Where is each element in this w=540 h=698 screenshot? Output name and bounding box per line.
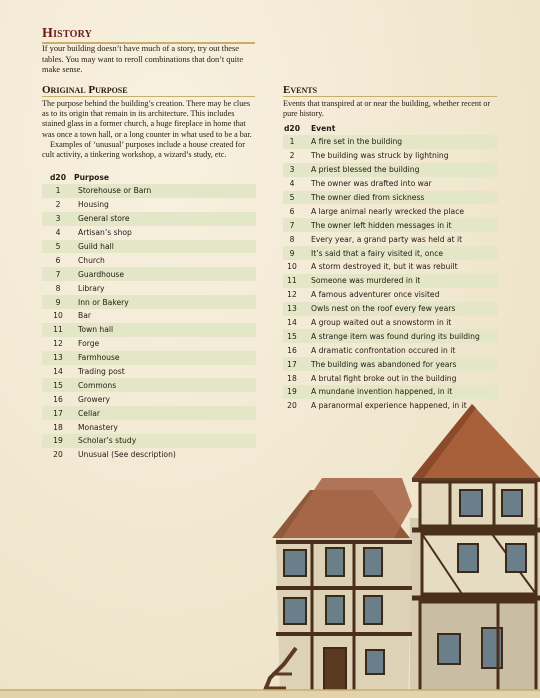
- purpose-entry-text: Guild hall: [74, 240, 256, 254]
- purpose-entry-text: Scholar’s study: [74, 434, 256, 448]
- event-roll-number: 18: [287, 373, 297, 383]
- purpose-heading-rule: [42, 96, 255, 97]
- purpose-table-header: [42, 170, 256, 184]
- purpose-roll-number: 8: [55, 283, 61, 293]
- purpose-die-header: d20: [49, 172, 66, 182]
- event-roll-number: 17: [283, 357, 301, 371]
- purpose-entry-text: Growery: [78, 394, 110, 404]
- event-entry-text: A storm destroyed it, but it was rebuilt: [311, 262, 458, 272]
- purpose-entry-text: Monastery: [78, 422, 118, 432]
- events-paragraph: Events that transpired at or near the building, whether recent or pure history.: [283, 99, 491, 119]
- event-entry-text: Every year, a grand party was held at it: [311, 234, 463, 244]
- event-roll-number: 14: [287, 318, 297, 328]
- event-entry-text: Someone was murdered in it: [301, 274, 498, 288]
- event-entry-text: A strange item was found during its building: [301, 329, 498, 343]
- event-roll-number: 19: [283, 385, 301, 399]
- event-row: [283, 232, 498, 246]
- purpose-roll-number: 9: [42, 295, 74, 309]
- tower-building: [410, 404, 540, 698]
- event-roll-number: 20: [287, 401, 297, 411]
- purpose-entry-text: Unusual (See description): [78, 450, 176, 460]
- events-description: [283, 99, 499, 119]
- events-heading-rule: [283, 96, 497, 97]
- event-roll-number: 8: [289, 234, 295, 244]
- event-row: [283, 371, 498, 385]
- purpose-row: [42, 253, 256, 267]
- purpose-entry-text: Storehouse or Barn: [74, 184, 256, 198]
- purpose-paragraph-2: Examples of ‘unusual’ purposes include a house created for cult activity, a tinkering workshop, a wizard’s study, etc.: [42, 139, 245, 160]
- purpose-row: [42, 267, 256, 281]
- purpose-heading: Original Purpose: [42, 84, 128, 96]
- history-intro: If your building doesn’t have much of a story, try out these tables. You may want to reroll combinations that don’t quite make sense.: [42, 44, 244, 75]
- timber-building-illustration: [262, 398, 540, 698]
- purpose-entry-text: Farmhouse: [74, 351, 256, 365]
- purpose-description: [42, 99, 258, 160]
- purpose-entry-text: Town hall: [74, 323, 256, 337]
- event-entry-text: A dramatic confrontation occured in it: [311, 345, 456, 355]
- event-row: [283, 246, 498, 260]
- purpose-entry-text: General store: [74, 212, 256, 226]
- event-row: [283, 135, 498, 149]
- purpose-roll-number: 19: [42, 434, 74, 448]
- event-entry-text: The owner died from sickness: [301, 191, 498, 205]
- purpose-roll-number: 5: [42, 240, 74, 254]
- event-entry-text: A large animal nearly wrecked the place: [311, 206, 465, 216]
- event-entry-text: The owner left hidden messages in it: [301, 218, 498, 232]
- purpose-roll-number: 10: [53, 311, 63, 321]
- purpose-paragraph-1: The purpose behind the building’s creation. There may be clues as to its origin that remain in its architecture. This includes stained glass in a former church, a huge fireplace in home that was once a town hall, or a long counter in what used to be a bar.: [42, 99, 252, 139]
- event-roll-number: 6: [289, 206, 295, 216]
- purpose-row: [42, 198, 256, 212]
- purpose-row: [42, 184, 256, 198]
- purpose-row: [42, 323, 256, 337]
- purpose-roll-number: 6: [55, 255, 61, 265]
- purpose-row: [42, 448, 256, 462]
- purpose-table: [42, 170, 256, 462]
- purpose-entry-text: Forge: [78, 339, 100, 349]
- event-row: [283, 191, 498, 205]
- purpose-label-header: Purpose: [74, 172, 110, 182]
- event-row: [283, 288, 498, 302]
- event-entry-text: It’s said that a fairy visited it, once: [301, 246, 498, 260]
- purpose-row: [42, 240, 256, 254]
- event-row: [283, 302, 498, 316]
- purpose-entry-text: Library: [78, 283, 105, 293]
- event-roll-number: 1: [283, 135, 301, 149]
- event-roll-number: 2: [289, 151, 295, 161]
- event-roll-number: 10: [287, 262, 297, 272]
- event-roll-number: 7: [283, 218, 301, 232]
- history-heading: History: [42, 26, 93, 41]
- event-row: [283, 260, 498, 274]
- event-entry-text: The building was struck by lightning: [311, 151, 449, 161]
- event-row: [283, 316, 498, 330]
- event-entry-text: A group waited out a snowstorm in it: [311, 318, 452, 328]
- event-entry-text: A mundane invention happened, in it: [301, 385, 498, 399]
- purpose-row: [42, 281, 256, 295]
- purpose-roll-number: 4: [55, 228, 61, 238]
- purpose-roll-number: 1: [42, 184, 74, 198]
- event-entry-text: A famous adventurer once visited: [311, 290, 440, 300]
- purpose-row: [42, 420, 256, 434]
- event-roll-number: 9: [283, 246, 301, 260]
- purpose-entry-text: Trading post: [78, 367, 125, 377]
- purpose-entry-text: Inn or Bakery: [74, 295, 256, 309]
- front-house: [272, 478, 412, 698]
- event-roll-number: 3: [283, 163, 301, 177]
- event-roll-number: 11: [283, 274, 301, 288]
- purpose-row: [42, 406, 256, 420]
- purpose-entry-text: Commons: [74, 378, 256, 392]
- events-heading: Events: [283, 84, 318, 96]
- event-roll-number: 5: [283, 191, 301, 205]
- events-label-header: Event: [311, 123, 336, 133]
- purpose-roll-number: 2: [55, 200, 61, 210]
- purpose-row: [42, 309, 256, 323]
- event-roll-number: 4: [289, 179, 295, 189]
- event-entry-text: A brutal fight broke out in the building: [311, 373, 457, 383]
- purpose-row: [42, 351, 256, 365]
- purpose-row: [42, 295, 256, 309]
- event-row: [283, 149, 498, 163]
- purpose-row: [42, 392, 256, 406]
- purpose-roll-number: 7: [42, 267, 74, 281]
- purpose-roll-number: 3: [42, 212, 74, 226]
- event-entry-text: A priest blessed the building: [301, 163, 498, 177]
- event-row: [283, 177, 498, 191]
- event-roll-number: 16: [287, 345, 297, 355]
- purpose-roll-number: 18: [53, 422, 63, 432]
- purpose-row: [42, 226, 256, 240]
- purpose-roll-number: 14: [53, 367, 63, 377]
- purpose-roll-number: 11: [42, 323, 74, 337]
- event-row: [283, 204, 498, 218]
- event-roll-number: 15: [283, 329, 301, 343]
- event-entry-text: The building was abandoned for years: [301, 357, 498, 371]
- event-row: [283, 218, 498, 232]
- purpose-entry-text: Bar: [78, 311, 91, 321]
- event-row: [283, 329, 498, 343]
- purpose-row: [42, 337, 256, 351]
- event-row: [283, 274, 498, 288]
- events-table-header: [283, 121, 498, 135]
- purpose-entry-text: Church: [78, 255, 105, 265]
- purpose-row: [42, 378, 256, 392]
- event-entry-text: A fire set in the building: [301, 135, 498, 149]
- page-footer-ornament: [0, 684, 540, 698]
- purpose-row: [42, 212, 256, 226]
- purpose-roll-number: 13: [42, 351, 74, 365]
- event-entry-text: A paranormal experience happened, in it: [311, 401, 467, 411]
- purpose-roll-number: 12: [53, 339, 63, 349]
- purpose-roll-number: 16: [53, 394, 63, 404]
- event-row: [283, 163, 498, 177]
- event-row: [283, 343, 498, 357]
- events-die-header: d20: [283, 123, 300, 133]
- event-roll-number: 13: [283, 302, 301, 316]
- purpose-row: [42, 434, 256, 448]
- event-entry-text: The owner was drafted into war: [311, 179, 432, 189]
- event-row: [283, 357, 498, 371]
- purpose-roll-number: 20: [53, 450, 63, 460]
- purpose-entry-text: Cellar: [74, 406, 256, 420]
- purpose-entry-text: Guardhouse: [74, 267, 256, 281]
- event-roll-number: 12: [287, 290, 297, 300]
- purpose-roll-number: 15: [42, 378, 74, 392]
- purpose-row: [42, 365, 256, 379]
- purpose-entry-text: Housing: [78, 200, 109, 210]
- events-table: [283, 121, 498, 413]
- purpose-roll-number: 17: [42, 406, 74, 420]
- event-entry-text: Owls nest on the roof every few years: [301, 302, 498, 316]
- event-row: [283, 385, 498, 399]
- purpose-entry-text: Artisan’s shop: [78, 228, 132, 238]
